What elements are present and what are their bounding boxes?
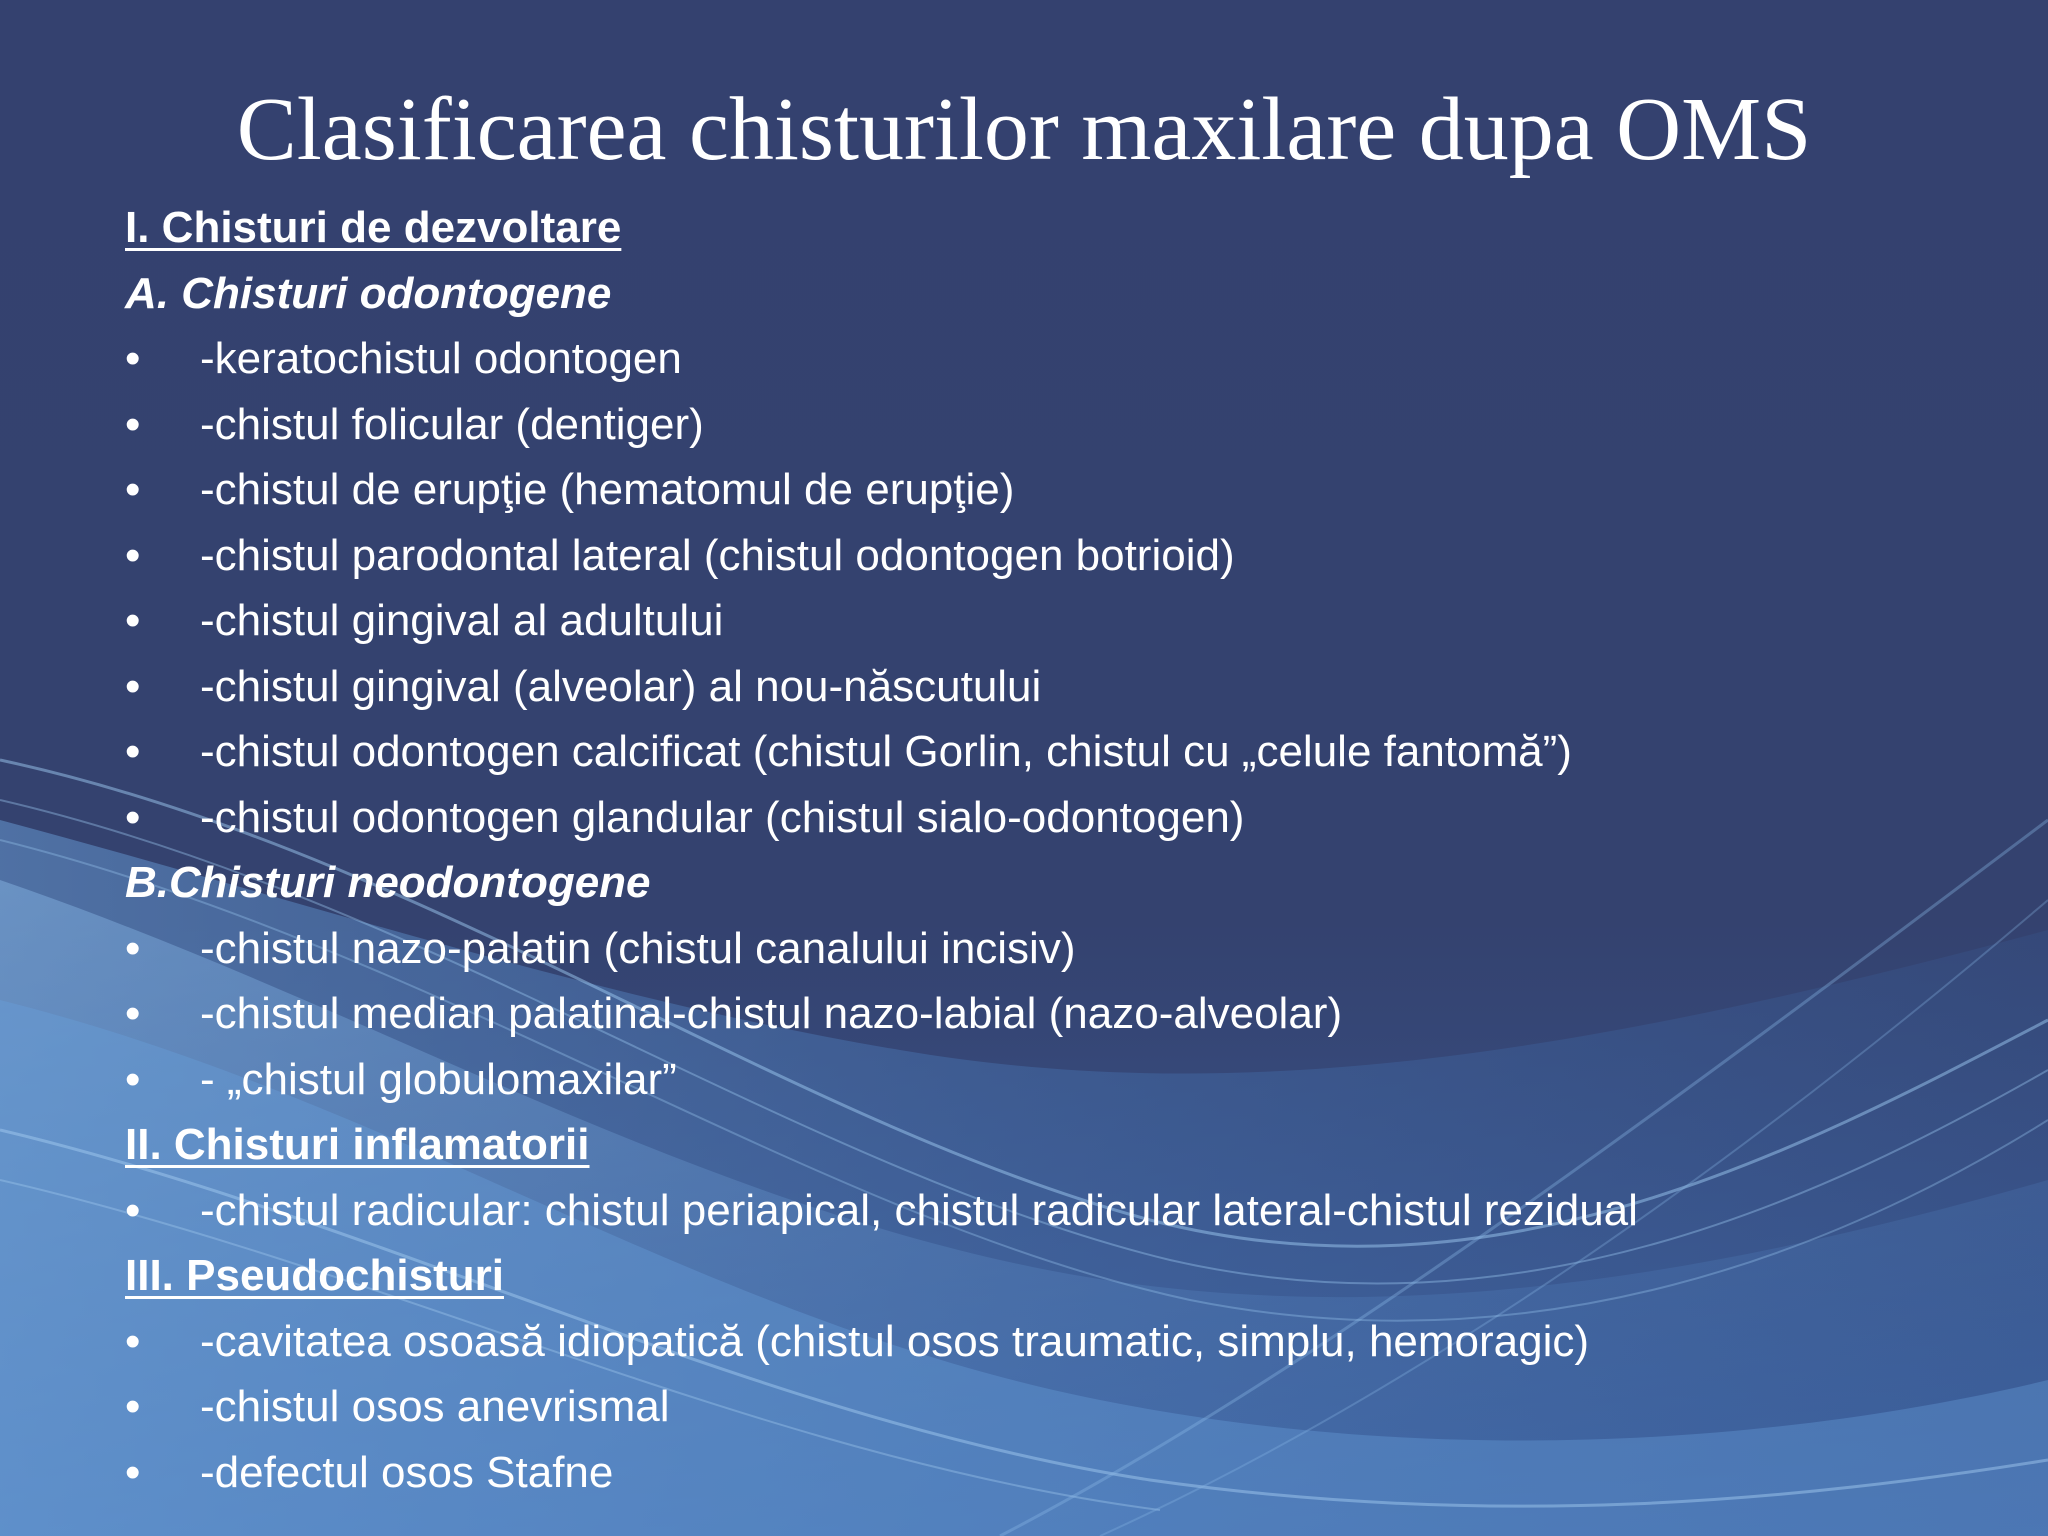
bullet-icon: • [125,1447,141,1497]
list-item-text: -chistul folicular (dentiger) [200,399,704,449]
list-item-text: -chistul de erupţie (hematomul de erupţie) [200,465,1015,514]
bullet-icon: • [125,399,141,449]
section-heading: I. Chisturi de dezvoltare [125,203,622,252]
list-item [125,785,2005,851]
bullet-icon: • [125,661,141,711]
slide-title: Clasificarea chisturilor maxilare dupa OMS [236,80,1812,179]
slide-content [125,195,2005,1505]
bullet-icon: • [125,923,141,973]
list-item-text: -defectul osos Stafne [200,1447,614,1497]
bullet-icon: • [125,1185,141,1235]
bullet-icon: • [125,334,141,383]
list-item [125,523,2005,589]
bullet-icon: • [125,989,141,1038]
list-item [125,326,2005,392]
list-item [125,654,2005,720]
list-item-text: -cavitatea osoasă idiopatică (chistul osos traumatic, simplu, hemoragic) [200,1316,1590,1366]
section-subheading: B.Chisturi neodontogene [125,858,651,907]
list-item [125,1440,2005,1506]
list-item-text: -chistul odontogen glandular (chistul sialo-odontogen) [200,792,1245,842]
section-subheading: A. Chisturi odontogene [125,268,612,318]
list-item [125,457,2005,523]
bullet-icon: • [125,727,141,776]
list-item-text: -chistul odontogen calcificat (chistul Gorlin, chistul cu „celule fantomă”) [200,727,1572,776]
bullet-icon: • [125,792,141,842]
list-item [125,588,2005,654]
list-item-text: -chistul gingival al adultului [200,596,724,645]
list-item-text: - „chistul globulomaxilar” [200,1054,677,1104]
list-item-text: -keratochistul odontogen [200,334,682,383]
list-item-text: -chistul nazo-palatin (chistul canalului incisiv) [200,923,1076,973]
list-item [125,719,2005,785]
bullet-icon: • [125,1054,141,1104]
bullet-icon: • [125,1382,141,1431]
list-item-text: -chistul parodontal lateral (chistul odontogen botrioid) [200,530,1235,580]
list-item [125,1374,2005,1440]
bullet-icon: • [125,465,141,514]
list-item-text: -chistul median palatinal-chistul nazo-labial (nazo-alveolar) [200,989,1343,1038]
list-item-text: -chistul radicular: chistul periapical, chistul radicular lateral-chistul rezidual [200,1185,1638,1235]
section-heading: II. Chisturi inflamatorii [125,1120,590,1169]
bullet-icon: • [125,1316,141,1366]
list-item [125,916,2005,982]
bullet-icon: • [125,596,141,645]
list-item-text: -chistul gingival (alveolar) al nou-născutului [200,661,1042,711]
list-item [125,1047,2005,1113]
list-item-text: -chistul osos anevrismal [200,1382,670,1431]
list-item [125,981,2005,1047]
section-heading: III. Pseudochisturi [125,1251,504,1300]
list-item [125,1178,2005,1244]
bullet-icon: • [125,530,141,580]
list-item [125,392,2005,458]
list-item [125,1309,2005,1375]
